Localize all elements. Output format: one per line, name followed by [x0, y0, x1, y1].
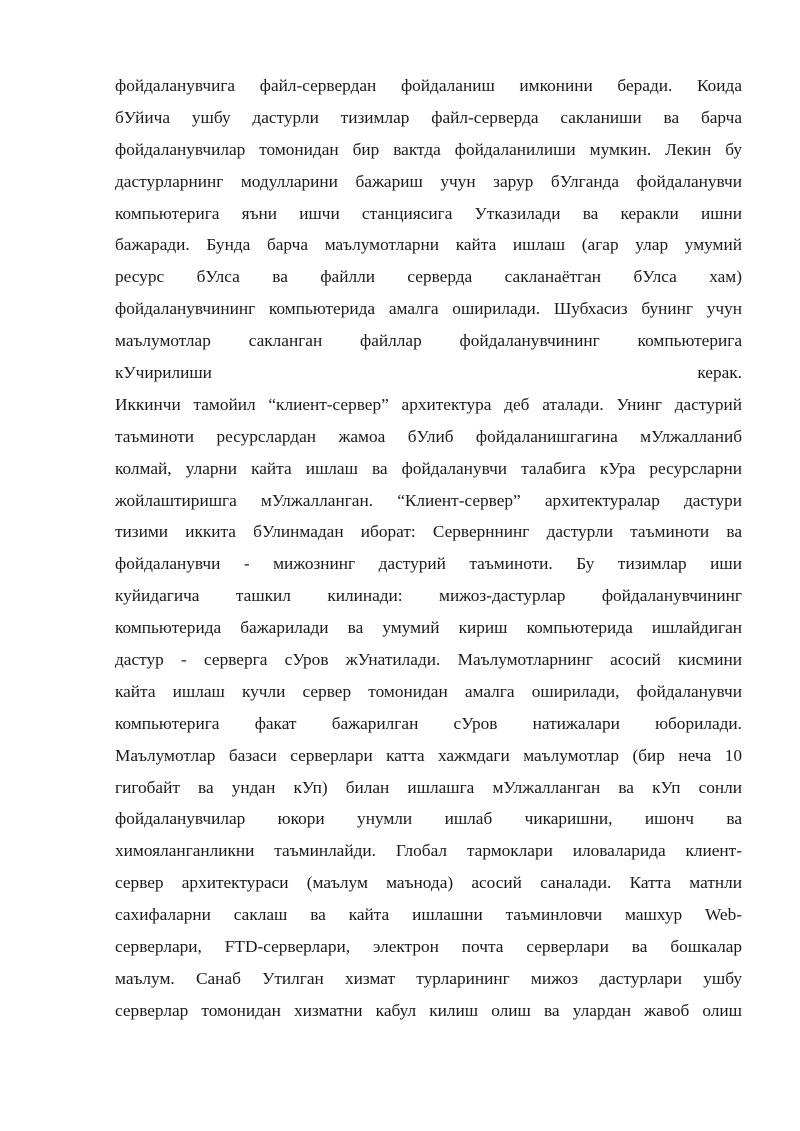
text-line: Иккинчи тамойил “клиент-сервер” архитектура деб аталади. Унинг дастурий [115, 394, 742, 414]
body-text [115, 70, 742, 1027]
text-line: бажаради. Бунда барча маълумотларни кайта ишлаш (агар улар умумий [115, 235, 742, 255]
text-line: Маълумотлар базаси серверлари катта хажмдаги маълумотлар (бир неча 10 [115, 745, 742, 765]
text-line: маълум. Санаб Утилган хизмат турларининг мижоз дастурлари ушбу [115, 968, 742, 988]
text-line: гигобайт ва ундан кУп) билан ишлашга мУлжалланган ва кУп сонли [115, 777, 742, 797]
text-line: бУйича ушбу дастурли тизимлар файл-серверда сакланиши ва барча [115, 107, 742, 127]
text-line: фойдаланувчилар томонидан бир вактда фойдаланилиши мумкин. Лекин бу [115, 139, 742, 159]
text-line: сахифаларни саклаш ва кайта ишлашни таъминловчи машхур Web- [115, 905, 742, 925]
text-line: ресурс бУлса ва файлли серверда сакланаётган бУлса хам) [115, 267, 742, 287]
text-line: фойдаланувчилар юкори унумли ишлаб чикаришни, ишонч ва [115, 809, 742, 829]
text-line: компьютерига факат бажарилган сУров натижалари юборилади. [115, 713, 742, 733]
text-line: серверлари, FTD-серверлари, электрон почта серверлари ва бошкалар [115, 937, 742, 957]
text-line: фойдаланувчига файл-сервердан фойдаланиш имконини беради. Коида [115, 76, 742, 95]
text-line: компьютерига яъни ишчи станциясига Утказилади ва керакли ишни [115, 203, 742, 223]
text-line: колмай, уларни кайта ишлаш ва фойдаланувчи талабига кУра ресурсларни [115, 458, 742, 478]
text-line: кайта ишлаш кучли сервер томонидан амалга оширилади, фойдаланувчи [115, 681, 742, 701]
text-line: дастур - серверга сУров жУнатилади. Маълумотларнинг асосий кисмини [115, 650, 742, 670]
text-line: таъминоти ресурслардан жамоа бУлиб фойдаланишгагина мУлжалланиб [115, 426, 742, 446]
text-line: кУчирилиши керак. [115, 363, 742, 383]
text-line: дастурларнинг модулларини бажариш учун зарур бУлганда фойдаланувчи [115, 171, 742, 191]
text-line: серверлар томонидан хизматни кабул килиш олиш ва улардан жавоб олиш [115, 1000, 742, 1020]
text-line: тизими иккита бУлинмадан иборат: Серверннинг дастурли таъминоти ва [115, 522, 742, 542]
text-line: фойдаланувчининг компьютерида амалга оширилади. Шубхасиз бунинг учун [115, 299, 742, 319]
text-line: сервер архитектураси (маълум маънода) асосий саналади. Катта матнли [115, 873, 742, 893]
text-line: маълумотлар сакланган файллар фойдаланувчининг компьютерига [115, 331, 742, 351]
text-line: куйидагича ташкил килинади: мижоз-дастурлар фойдаланувчининг [115, 586, 742, 606]
text-line: жойлаштиришга мУлжалланган. “Клиент-сервер” архитектуралар дастури [115, 490, 742, 510]
text-line: фойдаланувчи - мижознинг дастурий таъминоти. Бу тизимлар иши [115, 554, 742, 574]
text-line: компьютерида бажарилади ва умумий кириш компьютерида ишлайдиган [115, 618, 742, 638]
text-line: химояланганликни таъминлайди. Глобал тармоклари иловаларида клиент- [115, 841, 742, 861]
